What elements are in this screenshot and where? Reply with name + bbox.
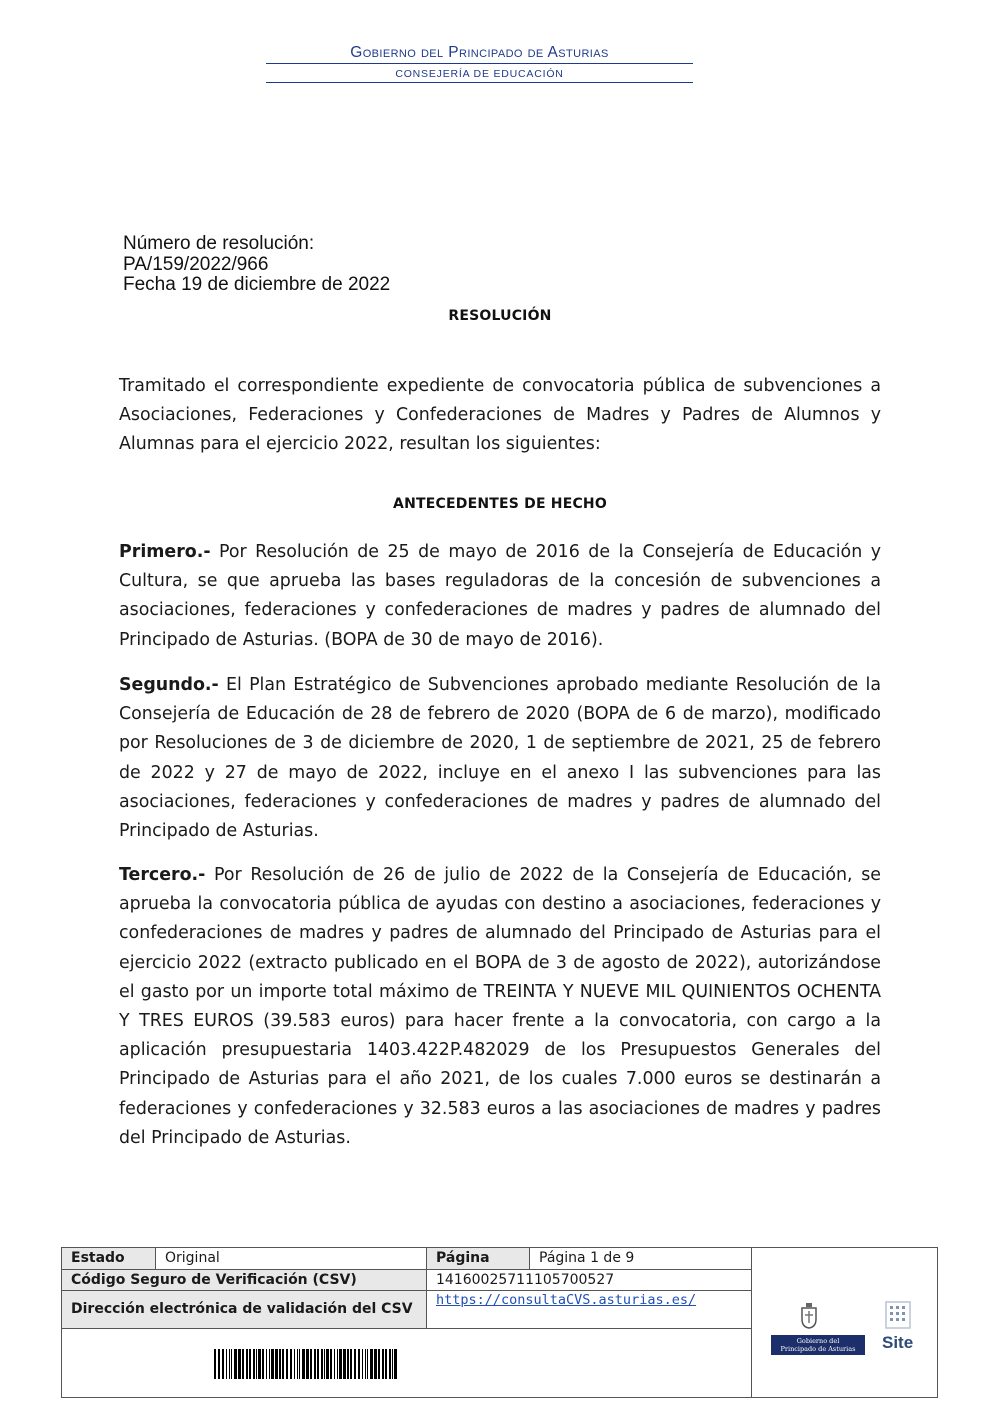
- resolution-number: PA/159/2022/966: [123, 253, 269, 275]
- document-title: RESOLUCIÓN: [448, 308, 552, 324]
- site-grid-icon: [884, 1300, 912, 1330]
- barcode-cell: [62, 1329, 752, 1397]
- resolution-number-label: Número de resolución:: [123, 233, 315, 254]
- resolution-date: Fecha 19 de diciembre de 2022: [123, 274, 391, 295]
- section-title: ANTECEDENTES DE HECHO: [393, 496, 607, 512]
- url-label: Dirección electrónica de validación del CSV: [62, 1291, 427, 1329]
- csv-value: 14160025711105700527: [427, 1270, 752, 1291]
- resolution-info: [123, 234, 390, 296]
- gobierno-logo: [771, 1335, 865, 1355]
- primero-label: Primero.-: [119, 542, 211, 562]
- site-label: Site: [882, 1333, 914, 1352]
- csv-label: Código Seguro de Verificación (CSV): [62, 1270, 427, 1291]
- logo-line-2: Principado de Asturias: [780, 1345, 856, 1353]
- letterhead-subtitle: CONSEJERÍA DE EDUCACIÓN: [266, 64, 693, 83]
- paragraph-primero: [119, 538, 881, 655]
- url-cell: [427, 1291, 752, 1329]
- verification-footer: [61, 1247, 938, 1398]
- letterhead: [266, 44, 693, 83]
- pagina-value: Página 1 de 9: [530, 1248, 752, 1270]
- segundo-label: Segundo.-: [119, 675, 219, 695]
- paragraph-tercero: [119, 861, 881, 1153]
- barcode-icon: [62, 1329, 752, 1397]
- segundo-text: El Plan Estratégico de Subvenciones aprobado mediante Resolución de la Consejería de Educación de 28 de febrero de 2020 (BOPA de 6 de marzo), modificado por Resoluciones de 3 de diciembre de 2020, 1 de septiembre de 2021, 25 de febrero de 2022 y 27 de mayo de 2022, incluye en el anexo I las subvenciones para las asociaciones, federaciones y confederaciones de madres y padres de alumnado del Principado de Asturias.: [119, 675, 881, 842]
- logo-line-1: Gobierno del: [796, 1337, 840, 1345]
- primero-text: Por Resolución de 25 de mayo de 2016 de la Consejería de Educación y Cultura, se que aprueba las bases reguladoras de la concesión de subvenciones a asociaciones, federaciones y confederaciones de madres y padres de alumnado del Principado de Asturias. (BOPA de 30 de mayo de 2016).: [119, 542, 881, 650]
- pagina-label: Página: [427, 1248, 530, 1270]
- estado-value: Original: [156, 1248, 427, 1270]
- tercero-label: Tercero.-: [119, 865, 206, 885]
- tercero-text: Por Resolución de 26 de julio de 2022 de la Consejería de Educación, se aprueba la convocatoria pública de ayudas con destino a asociaciones, federaciones y confederaciones de madres y padres de alumnado del Principado de Asturias para el ejercicio 2022 (extracto publicado en el BOPA de 3 de agosto de 2022), autorizándose el gasto por un importe total máximo de TREINTA Y NUEVE MIL QUINIENTOS OCHENTA Y TRES EUROS (39.583 euros) para hacer frente a la convocatoria, con cargo a la aplicación presupuestaria 1403.422P.482029 de los Presupuestos Generales del Principado de Asturias para el año 2021, de los cuales 7.000 euros se destinarán a federaciones y confederaciones y 32.583 euros a las asociaciones de madres y padres del Principado de Asturias.: [119, 865, 881, 1148]
- letterhead-title: Gobierno del Principado de Asturias: [266, 44, 693, 64]
- logos-area: [752, 1248, 937, 1397]
- asturias-crest-icon: [800, 1303, 818, 1329]
- paragraph-segundo: [119, 671, 881, 846]
- intro-paragraph: Tramitado el correspondiente expediente de convocatoria pública de subvenciones a Asociaciones, Federaciones y Confederaciones de Madres y Padres de Alumnos y Alumnas para el ejercicio 2022, resultan los siguientes:: [119, 376, 881, 455]
- validation-link[interactable]: https://consultaCVS.asturias.es/: [436, 1292, 697, 1308]
- estado-label: Estado: [62, 1248, 156, 1270]
